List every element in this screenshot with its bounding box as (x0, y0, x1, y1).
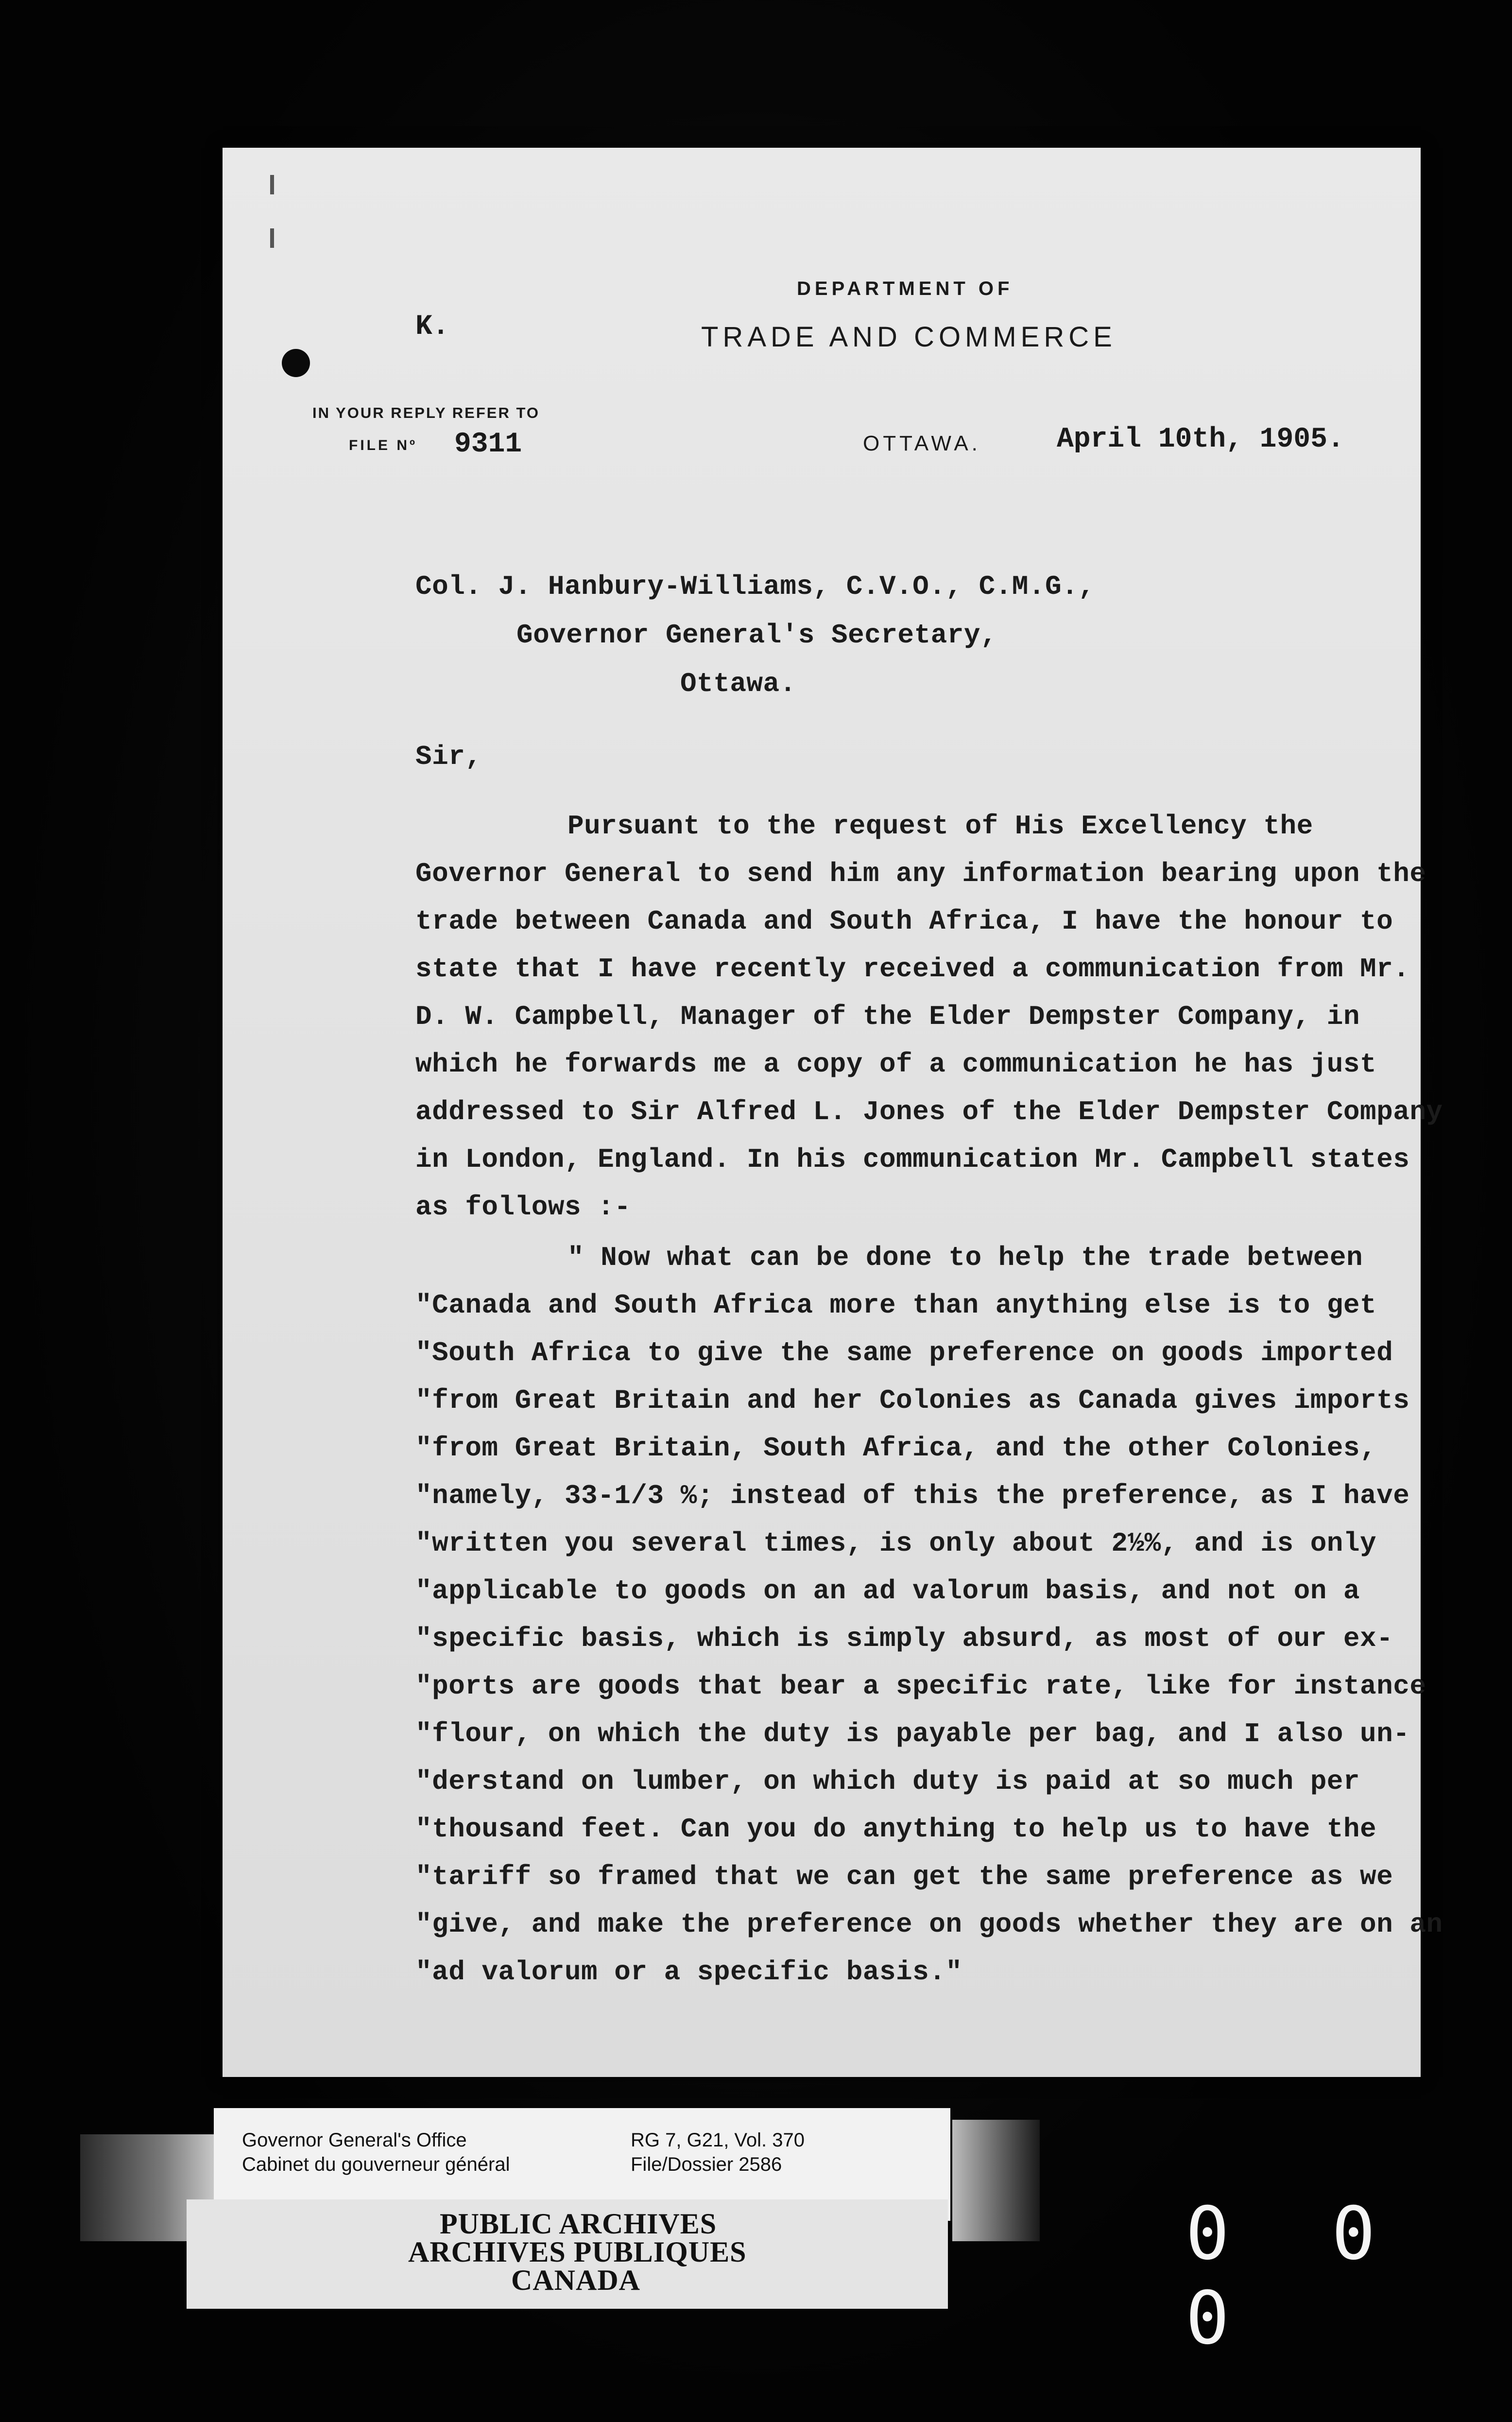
quote-line: "namely, 33-1/3 %; instead of this the preference, as I have (415, 1480, 1410, 1511)
punch-hole (282, 349, 310, 377)
label-office-fr: Cabinet du gouverneur général (242, 2154, 510, 2175)
letter-city: OTTAWA. (863, 432, 981, 455)
body-line: Governor General to send him any information bearing upon the (415, 858, 1426, 889)
quote-line: "ports are goods that bear a specific rate, like for instance (415, 1671, 1426, 1702)
stamp-line: PUBLIC ARCHIVES (440, 2208, 717, 2240)
stamp-line: CANADA (511, 2264, 640, 2296)
file-number-label: FILE Nº (349, 437, 417, 453)
frame-counter: 0 0 0 (1186, 2192, 1405, 2361)
label-office-en: Governor General's Office (242, 2129, 467, 2151)
quote-line: "from Great Britain, South Africa, and the other Colonies, (415, 1433, 1377, 1464)
salutation: Sir, (415, 741, 482, 772)
quote-line: "thousand feet. Can you do anything to help us to have the (415, 1814, 1377, 1845)
body-line: as follows :- (415, 1192, 631, 1223)
quote-line: "give, and make the preference on goods whether they are on an (415, 1909, 1443, 1940)
body-line: which he forwards me a copy of a communication he has just (415, 1049, 1377, 1080)
letter-date: April 10th, 1905. (1057, 424, 1344, 455)
quote-line: " Now what can be done to help the trade between (567, 1242, 1363, 1273)
file-number: 9311 (454, 429, 522, 460)
department-name: TRADE AND COMMERCE (701, 321, 1117, 353)
quote-line: "tariff so framed that we can get the same preference as we (415, 1861, 1393, 1892)
body-line: trade between Canada and South Africa, I have the honour to (415, 906, 1393, 937)
quote-line: "Canada and South Africa more than anything else is to get (415, 1290, 1377, 1321)
quote-line: "flour, on which the duty is payable per bag, and I also un- (415, 1718, 1410, 1749)
label-file-ref: File/Dossier 2586 (631, 2154, 782, 2175)
address-line: Col. J. Hanbury-Williams, C.V.O., C.M.G., (415, 571, 1095, 602)
reference-mark: K. (415, 311, 449, 343)
quote-line: "ad valorum or a specific basis." (415, 1956, 962, 1988)
body-line: in London, England. In his communication Mr. Campbell states (415, 1144, 1410, 1175)
stamp-line: ARCHIVES PUBLIQUES (408, 2236, 747, 2268)
quote-line: "written you several times, is only about 2½%, and is only (415, 1528, 1377, 1559)
quote-line: "derstand on lumber, on which duty is paid at so much per (415, 1766, 1360, 1797)
margin-mark (270, 228, 274, 248)
address-line: Governor General's Secretary, (516, 620, 997, 651)
body-line: Pursuant to the request of His Excellency the (567, 811, 1313, 842)
quote-line: "from Great Britain and her Colonies as Canada gives imports (415, 1385, 1410, 1416)
quote-line: "South Africa to give the same preference on goods imported (415, 1337, 1393, 1368)
quote-line: "specific basis, which is simply absurd, as most of our ex- (415, 1623, 1393, 1654)
film-smudge (952, 2120, 1040, 2241)
margin-mark (270, 175, 274, 194)
body-line: state that I have recently received a communication from Mr. (415, 953, 1410, 985)
label-reference: RG 7, G21, Vol. 370 (631, 2129, 805, 2151)
address-line: Ottawa. (680, 668, 796, 699)
quote-line: "applicable to goods on an ad valorum basis, and not on a (415, 1575, 1360, 1607)
body-line: D. W. Campbell, Manager of the Elder Dempster Company, in (415, 1001, 1360, 1032)
reply-instruction: IN YOUR REPLY REFER TO (312, 404, 540, 421)
body-line: addressed to Sir Alfred L. Jones of the Elder Dempster Company (415, 1096, 1443, 1127)
department-heading: DEPARTMENT OF (797, 278, 1014, 299)
